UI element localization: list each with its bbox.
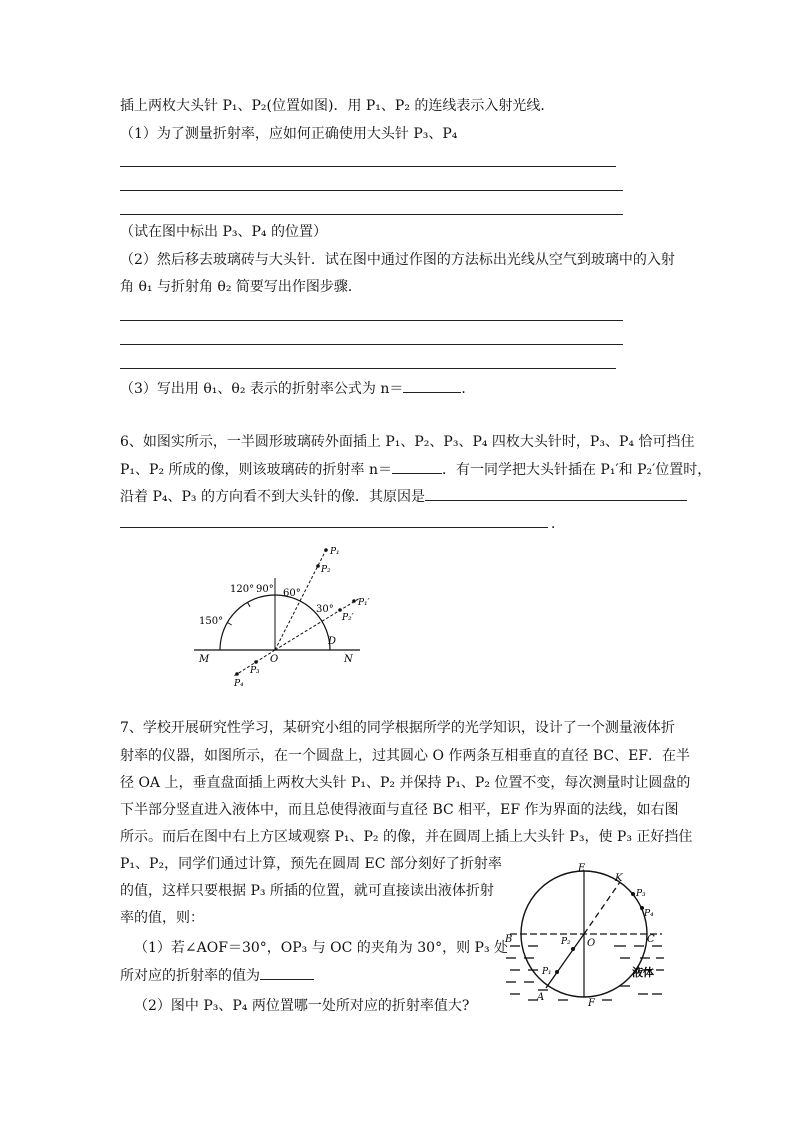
pin-p1 [324, 548, 328, 552]
pin-p3 [631, 892, 635, 896]
q6-figure [190, 540, 380, 690]
label-60: 60° [283, 588, 301, 599]
q7-line5: 所示。而后在图中右上方区域观察 P₁、P₂ 的像，并在圆周上插上大头针 P₃，使 P₃ 正好挡住 [120, 829, 693, 845]
answer-line-4 [120, 320, 623, 321]
q7-sub1-blank [260, 965, 314, 980]
q7-line1: 7、学校开展研究性学习，某研究小组的同学根据所学的光学知识，设计了一个测量液体折 [120, 720, 675, 736]
q6-line3-text: 沿着 P₄、P₃ 的方向看不到大头针的像．其原因是 [120, 489, 425, 505]
label-p2: P₂ [561, 937, 571, 947]
answer-line-5 [120, 344, 623, 345]
q6-reason-blank-2 [120, 527, 548, 528]
label-30: 30° [316, 604, 334, 615]
q5-part3-blank [403, 378, 461, 393]
q7-line2: 射率的仪器，如图所示，在一个圆盘上，过其圆心 O 作两条互相垂直的直径 BC、EF．在半 [120, 748, 691, 764]
label-c: C [647, 934, 655, 945]
q7-sub1-text: 所对应的折射率的值为 [120, 968, 260, 984]
q7-sub2: （2）图中 P₃、P₄ 两位置哪一处所对应的折射率值大? [134, 998, 470, 1014]
label-f: F [588, 998, 595, 1007]
pin-p4 [235, 672, 239, 676]
label-o: O [587, 938, 596, 949]
q7-line8: 率的值，则： [120, 910, 204, 926]
answer-line-1 [120, 166, 616, 167]
label-a: A [537, 992, 545, 1003]
label-p4: P₄ [234, 679, 244, 689]
label-n: N [344, 654, 353, 665]
answer-line-6 [120, 368, 616, 369]
q7-line4: 下半部分竖直进入液体中，而且总使得液面与直径 BC 相平，EF 作为界面的法线，如右图 [120, 802, 679, 818]
label-p3: P₃ [636, 889, 646, 899]
q7-line7: 的值，这样只要根据 P₃ 所插的位置，就可直接读出液体折射 [120, 883, 494, 899]
label-150: 150° [199, 616, 224, 627]
label-liquid: 液体 [632, 966, 654, 979]
pin-p2-prime [338, 608, 342, 612]
label-p1-prime: P₁′ [358, 598, 370, 608]
q5-part3-text: （3）写出用 θ₁、θ₂ 表示的折射率公式为 n＝ [120, 381, 404, 397]
ray-p1 [275, 548, 327, 650]
label-p2-prime: P₂′ [342, 613, 354, 623]
pin-p3 [254, 660, 258, 664]
q5-note: （试在图中标出 P₃、P₄ 的位置） [120, 224, 327, 240]
q6-line2 [120, 459, 711, 480]
q6-n-blank [392, 459, 442, 474]
pin-p1-prime [352, 599, 356, 603]
q5-part3-period: ． [461, 381, 476, 397]
q6-line1: 6、如图实所示，一半圆形玻璃砖外面插上 P₁、P₂、P₃、P₄ 四枚大头针时，P₃、P₄ 恰可挡住 [120, 434, 695, 450]
label-k: K [615, 873, 623, 884]
answer-line-2 [120, 190, 623, 191]
q7-line6: P₁、P₂，同学们通过计算，预先在圆周 EC 部分刻好了折射率 [120, 856, 502, 872]
q5-part3 [120, 378, 475, 399]
q5-part2-line1: （2）然后移去玻璃砖与大头针．试在图中通过作图的方法标出光线从空气到玻璃中的入射 [120, 252, 675, 268]
q5-part1: （1）为了测量折射率，应如何正确使用大头针 P₃、P₄ [120, 126, 458, 142]
label-120: 120° [230, 584, 255, 595]
label-p1: P₁ [330, 547, 340, 557]
q6-line2a: P₁、P₂ 所成的像，则该玻璃砖的折射率 n＝ [120, 462, 392, 478]
label-o: O [270, 654, 279, 665]
label-90: 90° [256, 584, 274, 595]
label-d: D [328, 636, 337, 647]
pin-p1 [555, 970, 559, 974]
q7-figure [502, 862, 667, 1007]
pin-p2 [571, 947, 575, 951]
label-p2: P₂ [321, 565, 331, 575]
intro-line: 插上两枚大头针 P₁、P₂(位置如图)．用 P₁、P₂ 的连线表示入射光线． [120, 98, 555, 114]
label-p3: P₃ [250, 666, 260, 676]
label-m: M [199, 654, 210, 665]
label-p1: P₁ [542, 967, 552, 977]
q7-sub1-line1: （1）若∠AOF＝30°，OP₃ 与 OC 的夹角为 30°，则 P₃ 处 [134, 940, 509, 956]
q6-reason-blank-1 [425, 486, 687, 501]
q6-line2b: ．有一同学把大头针插在 P₁′和 P₂′位置时， [441, 462, 712, 478]
label-e: E [578, 863, 586, 874]
q6-line3 [120, 486, 687, 507]
label-b: B [505, 934, 513, 945]
q7-sub1-line2 [120, 965, 314, 986]
tick-120 [248, 602, 251, 606]
answer-line-3 [120, 214, 623, 215]
tick-150 [227, 623, 231, 626]
ray-ok [584, 882, 620, 934]
q7-line3: 径 OA 上，垂直盘面插上两枚大头针 P₁、P₂ 并保持 P₁、P₂ 位置不变，每次测量时让圆盘的 [120, 775, 691, 791]
label-p4: P₄ [644, 909, 654, 919]
q6-end-period: ． [551, 516, 565, 532]
pin-p2 [316, 564, 320, 568]
q5-part2-line2: 角 θ₁ 与折射角 θ₂ 简要写出作图步骤． [120, 279, 362, 295]
